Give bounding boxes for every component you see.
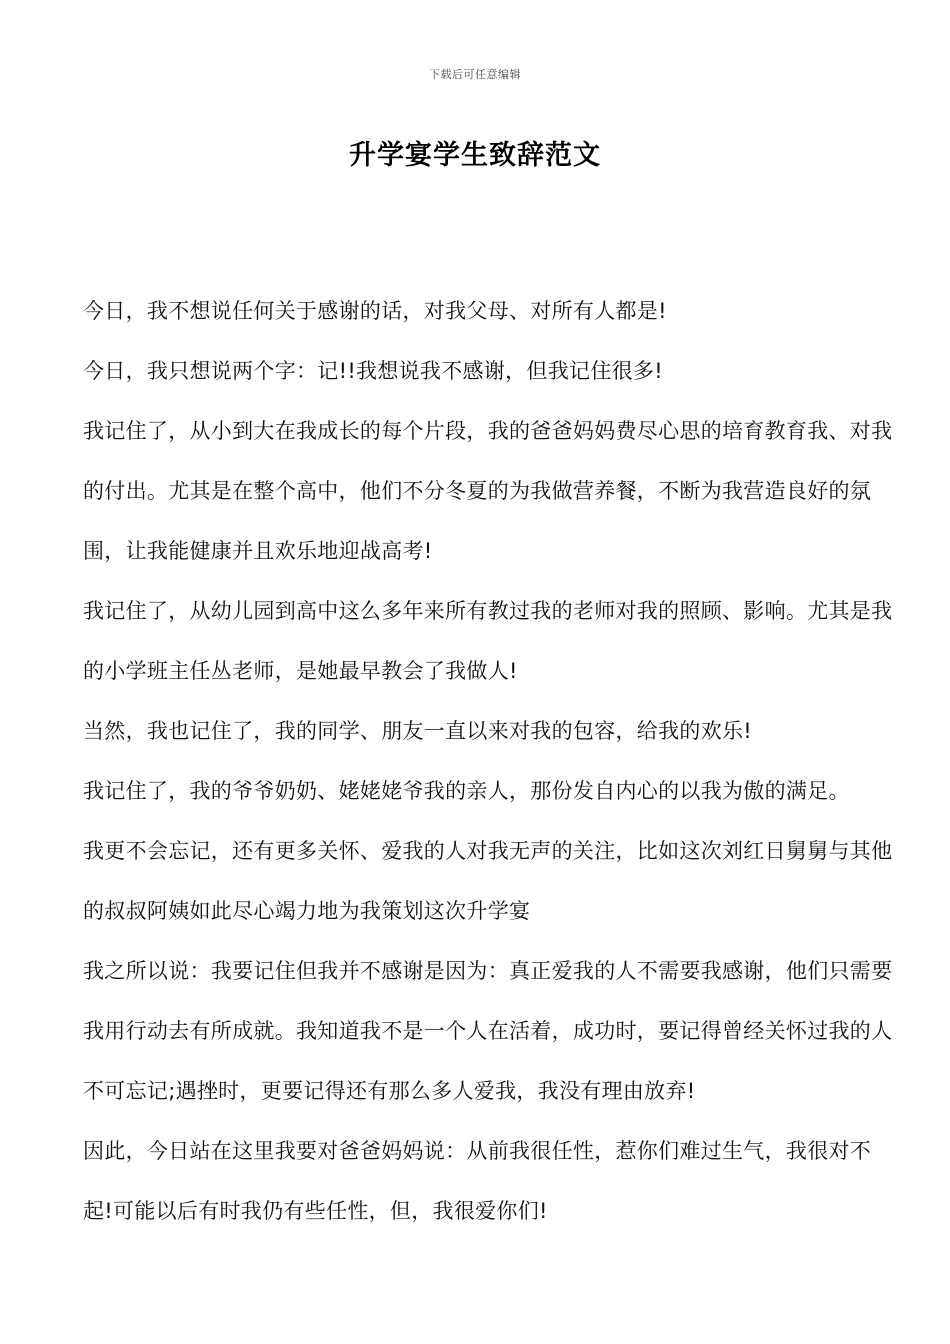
paragraph: 我记住了，从小到大在我成长的每个片段，我的爸爸妈妈费尽心思的培育教育我、对我的付出。尤其是在整个高中，他们不分冬夏的为我做营养餐，不断为我营造良好的氛围，让我能健康并且欢乐地迎战高考! bbox=[83, 419, 893, 563]
document-title: 升学宴学生致辞范文 bbox=[349, 140, 601, 171]
paragraph: 我记住了，从幼儿园到高中这么多年来所有教过我的老师对我的照顾、影响。尤其是我的小学班主任丛老师，是她最早教会了我做人! bbox=[83, 599, 893, 683]
paragraph: 今日，我不想说任何关于感谢的话，对我父母、对所有人都是! bbox=[83, 299, 667, 323]
paragraph: 我之所以说：我要记住但我并不感谢是因为：真正爱我的人不需要我感谢，他们只需要我用行动去有所成就。我知道我不是一个人在活着，成功时，要记得曾经关怀过我的人不可忘记;遇挫时，更要记得还有那么多人爱我，我没有理由放弃! bbox=[83, 959, 893, 1103]
paragraph: 因此，今日站在这里我要对爸爸妈妈说：从前我很任性，惹你们难过生气，我很对不起!可能以后有时我仍有些任性，但，我很爱你们! bbox=[83, 1139, 872, 1223]
header-note: 下载后可任意编辑 bbox=[429, 68, 521, 81]
paragraph: 我记住了，我的爷爷奶奶、姥姥姥爷我的亲人，那份发自内心的以我为傲的满足。 bbox=[83, 779, 850, 803]
paragraph: 今日，我只想说两个字：记!!我想说我不感谢，但我记住很多! bbox=[83, 359, 663, 383]
paragraph: 我更不会忘记，还有更多关怀、爱我的人对我无声的关注，比如这次刘红日舅舅与其他的叔叔阿姨如此尽心竭力地为我策划这次升学宴 bbox=[83, 839, 893, 923]
document-body bbox=[83, 281, 895, 1241]
paragraph: 当然，我也记住了，我的同学、朋友一直以来对我的包容，给我的欢乐! bbox=[83, 719, 753, 743]
